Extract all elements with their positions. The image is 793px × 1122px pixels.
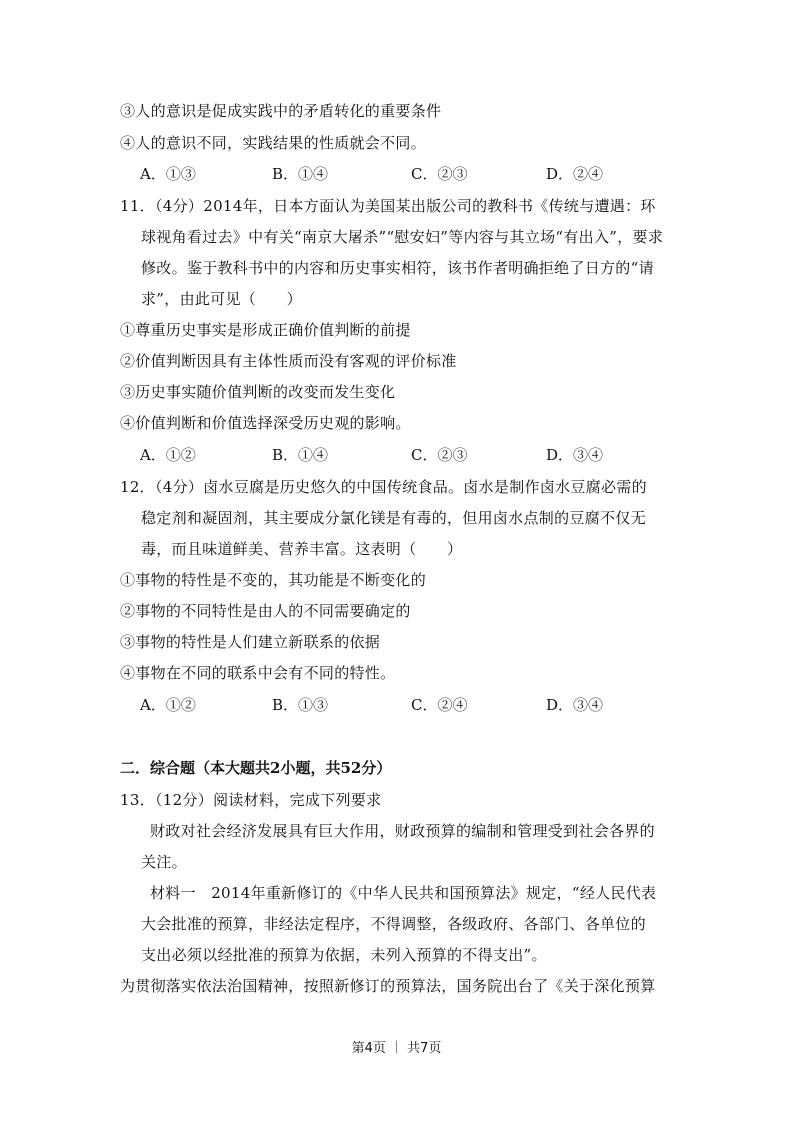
question-11-item-4: ④价值判断和价值选择深受历史观的影响。: [120, 414, 411, 432]
question-12-option-c: C．②④: [411, 696, 468, 714]
question-12-option-a: A．①②: [140, 696, 196, 714]
question-11-item-3: ③历史事实随价值判断的改变而发生变化: [120, 383, 396, 401]
question-11-item-2: ②价值判断因具有主体性质而没有客观的评价标准: [120, 352, 457, 370]
question-12-stem-line-1: 12．（4分）卤水豆腐是历史悠久的中国传统食品。卤水是制作卤水豆腐必需的: [120, 478, 647, 496]
question-11-option-d: D．③④: [546, 446, 604, 464]
option-c: C．②③: [411, 165, 468, 183]
question-12-item-3: ③事物的特性是人们建立新联系的依据: [120, 633, 381, 651]
material-1-line-3: 支出必须以经批准的预算为依据，未列入预算的不得支出”。: [141, 946, 547, 964]
option-d: D．②④: [546, 165, 604, 183]
page-footer: 第4页 ｜ 共7页: [351, 1041, 442, 1056]
material-1-line-1: 材料一 2014年重新修订的《中华人民共和国预算法》规定，“经人民代表: [150, 884, 657, 902]
statement-item-4: ④人的意识不同，实践结果的性质就会不同。: [120, 134, 427, 152]
question-11-stem-line-4: 求”，由此可见（ ）: [141, 290, 302, 308]
question-13-intro-line-1: 财政对社会经济发展具有巨大作用，财政预算的编制和管理受到社会各界的: [150, 822, 655, 840]
question-11-item-1: ①尊重历史事实是形成正确价值判断的前提: [120, 321, 411, 339]
question-13-stem: 13．（12分）阅读材料，完成下列要求: [120, 791, 382, 809]
question-12-item-2: ②事物的不同特性是由人的不同需要确定的: [120, 602, 411, 620]
question-11-option-a: A．①②: [140, 446, 196, 464]
question-12-stem-line-3: 毒，而且味道鲜美、营养丰富。这表明（ ）: [141, 540, 463, 558]
question-12-item-4: ④事物在不同的联系中会有不同的特性。: [120, 664, 396, 682]
option-a: A．①③: [140, 165, 196, 183]
statement-item-3: ③人的意识是促成实践中的矛盾转化的重要条件: [120, 102, 442, 120]
question-11-option-c: C．②③: [411, 446, 468, 464]
option-b: B．①④: [272, 165, 329, 183]
question-11-stem-line-2: 球视角看过去》中有关“南京大屠杀”“慰安妇”等内容与其立场“有出入”，要求: [141, 228, 664, 246]
material-1-line-2: 大会批准的预算，非经法定程序，不得调整，各级政府、各部门、各单位的: [141, 915, 646, 933]
question-12-option-d: D．③④: [546, 696, 604, 714]
question-11-stem-line-3: 修改。鉴于教科书中的内容和历史事实相符，该书作者明确拒绝了日方的“请: [141, 259, 654, 277]
question-11-stem-line-1: 11．（4分）2014年，日本方面认为美国某出版公司的教科书《传统与遭遇：环: [120, 197, 656, 215]
question-11-option-b: B．①④: [272, 446, 329, 464]
question-12-item-1: ①事物的特性是不变的，其功能是不断变化的: [120, 571, 427, 589]
question-13-continuation: 为贯彻落实依法治国精神，按照新修订的预算法，国务院出台了《关于深化预算: [120, 977, 656, 995]
question-12-option-b: B．①③: [272, 696, 329, 714]
question-13-intro-line-2: 关注。: [141, 853, 187, 871]
section-title: 二．综合题（本大题共2小题，共52分）: [120, 759, 392, 777]
question-12-stem-line-2: 稳定剂和凝固剂，其主要成分氯化镁是有毒的，但用卤水点制的豆腐不仅无: [141, 509, 646, 527]
